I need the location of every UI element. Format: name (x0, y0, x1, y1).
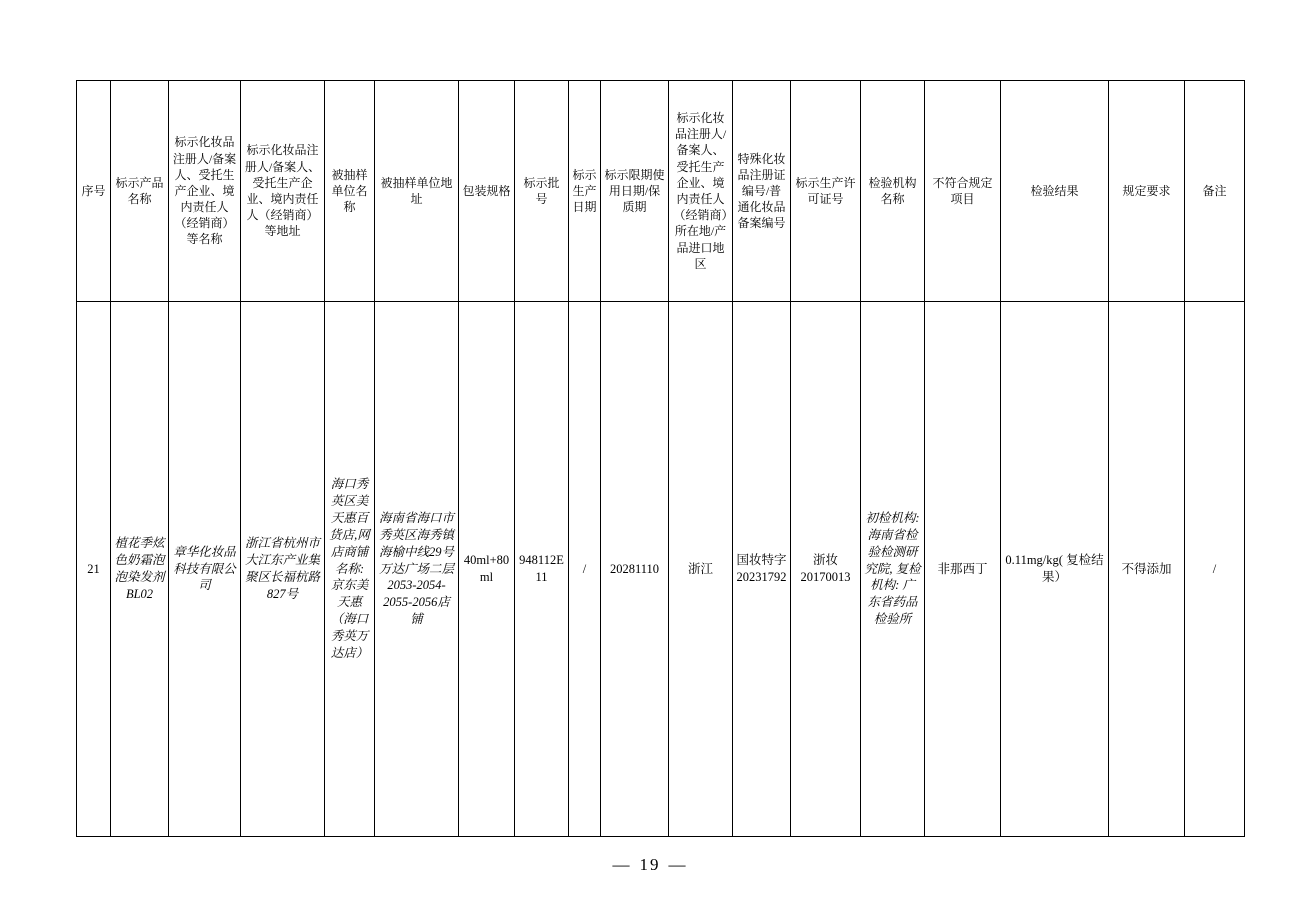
cell-batch-number: 948112E11 (515, 302, 569, 837)
cell-nonconforming-item: 非那西丁 (925, 302, 1001, 837)
cell-requirement: 不得添加 (1109, 302, 1185, 837)
column-header-region: 标示化妆品注册人/备案人、受托生产企业、境内责任人（经销商）所在地/产品进口地区 (669, 81, 733, 302)
column-header-sampled-unit-address: 被抽样单位地址 (375, 81, 459, 302)
cell-production-license: 浙妆20170013 (791, 302, 861, 837)
column-header-index: 序号 (77, 81, 111, 302)
column-header-production-date: 标示生产日期 (569, 81, 601, 302)
column-header-inspection-result: 检验结果 (1001, 81, 1109, 302)
cell-inspection-result: 0.11mg/kg( 复检结果） (1001, 302, 1109, 837)
cell-registration-number: 国妆特字20231792 (733, 302, 791, 837)
page-number-right-dash: — (668, 855, 688, 874)
cell-index: 21 (77, 302, 111, 837)
cell-registrant-address: 浙江省杭州市大江东产业集聚区长福杭路827号 (241, 302, 325, 837)
column-header-inspection-agency: 检验机构名称 (861, 81, 925, 302)
cell-inspection-agency: 初检机构: 海南省检验检测研究院, 复检机构: 广东省药品检验所 (861, 302, 925, 837)
column-header-sampled-unit-name: 被抽样单位名称 (325, 81, 375, 302)
cell-sampled-unit-address: 海南省海口市秀英区海秀镇海榆中线29号万达广场二层2053-2054-2055-2056店铺 (375, 302, 459, 837)
cell-remark: / (1185, 302, 1245, 837)
column-header-registrant-name: 标示化妆品注册人/备案人、受托生产企业、境内责任人（经销商）等名称 (169, 81, 241, 302)
sampling-results-table (76, 80, 1245, 837)
cell-region: 浙江 (669, 302, 733, 837)
column-header-batch-number: 标示批号 (515, 81, 569, 302)
table-row (77, 302, 1245, 837)
cell-production-date: / (569, 302, 601, 837)
column-header-nonconforming-item: 不符合规定项目 (925, 81, 1001, 302)
cell-expiry-date: 20281110 (601, 302, 669, 837)
cell-package-spec: 40ml+80ml (459, 302, 515, 837)
page-number (0, 855, 1300, 875)
column-header-package-spec: 包装规格 (459, 81, 515, 302)
page-number-value: 19 (639, 855, 661, 874)
column-header-production-license: 标示生产许可证号 (791, 81, 861, 302)
cell-sampled-unit-name: 海口秀英区美天惠百货店,网店商铺名称: 京东美天惠（海口秀英万达店） (325, 302, 375, 837)
table-header-row (77, 81, 1245, 302)
column-header-expiry-date: 标示限期使用日期/保质期 (601, 81, 669, 302)
column-header-product-name: 标示产品名称 (111, 81, 169, 302)
column-header-requirement: 规定要求 (1109, 81, 1185, 302)
page-number-left-dash: — (612, 855, 632, 874)
column-header-remark: 备注 (1185, 81, 1245, 302)
cell-product-name: 植花季炫色奶霜泡泡染发剂BL02 (111, 302, 169, 837)
sampling-results-table-container (76, 80, 1227, 837)
column-header-registrant-address: 标示化妆品注册人/备案人、受托生产企业、境内责任人（经销商）等地址 (241, 81, 325, 302)
cell-registrant-name: 章华化妆品科技有限公司 (169, 302, 241, 837)
column-header-registration-number: 特殊化妆品注册证编号/普通化妆品备案编号 (733, 81, 791, 302)
